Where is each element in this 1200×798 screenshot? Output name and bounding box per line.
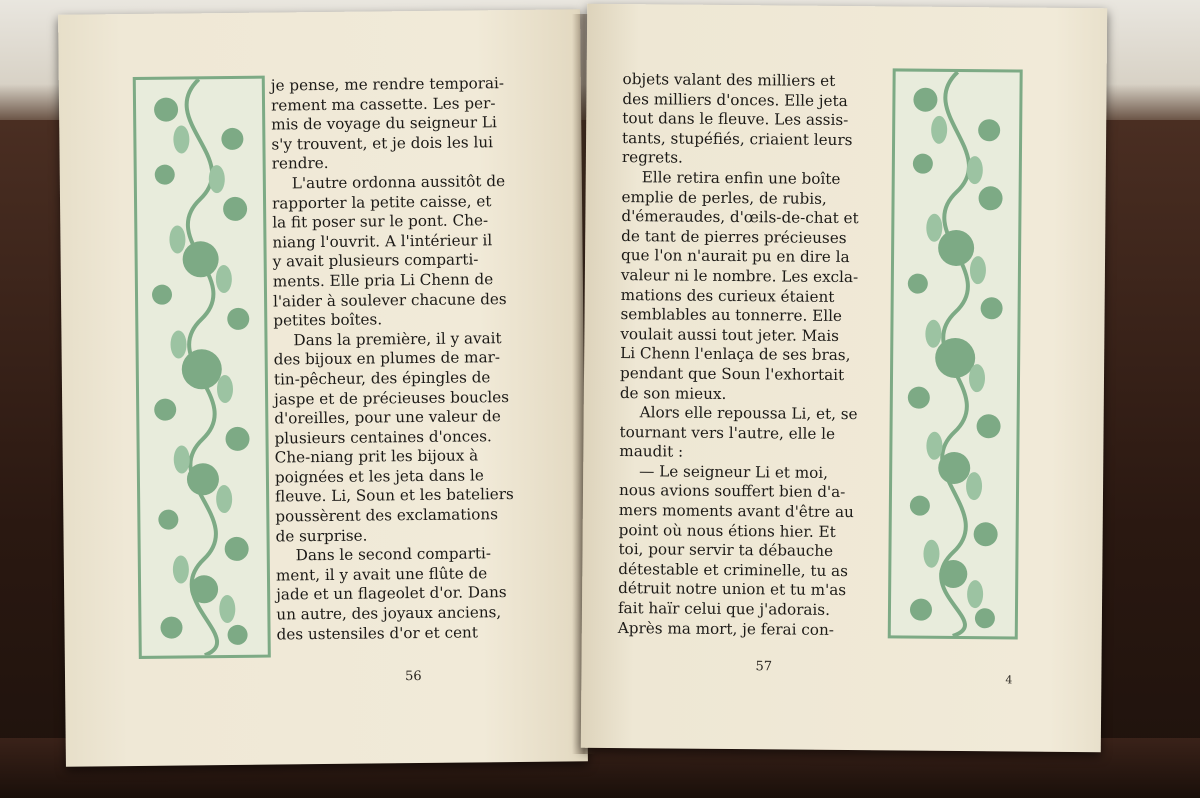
text-line: poignées et les jeta dans le: [274, 466, 484, 487]
text-line: maudit :: [619, 442, 684, 461]
floral-border-right: [888, 68, 1023, 639]
text-line: jade et un flageolet d'or. Dans: [276, 583, 507, 604]
page-number-left: 56: [404, 668, 422, 685]
text-line: toi, pour servir ta débauche: [618, 540, 834, 561]
text-line: d'oreilles, pour une valeur de: [274, 407, 501, 428]
text-line: Li Chenn l'enlaça de ses bras,: [620, 344, 851, 365]
text-line: mers moments avant d'être au: [618, 501, 854, 522]
text-line: fleuve. Li, Soun et les bateliers: [275, 485, 514, 506]
text-line: détestable et criminelle, tu as: [618, 559, 849, 580]
text-line: rapporter la petite caisse, et: [271, 191, 492, 213]
floral-ornament-left: [136, 79, 268, 656]
text-line: Après ma mort, je ferai con-: [617, 618, 834, 639]
text-line: rendre.: [271, 154, 329, 173]
floral-ornament-right: [891, 71, 1020, 636]
text-line: de son mieux.: [619, 383, 727, 403]
text-line: plusieurs centaines d'onces.: [274, 426, 492, 448]
text-line: s'y trouvent, et je dois les lui: [271, 132, 494, 154]
text-line: semblables au tonnerre. Elle: [620, 305, 843, 326]
floral-border-left: [133, 76, 271, 659]
text-line: nous avions souffert bien d'a-: [618, 481, 846, 502]
text-line: l'aider à soulever chacune des: [272, 289, 507, 311]
text-line: des bijoux en plumes de mar-: [273, 348, 501, 369]
right-page-text: [618, 70, 885, 640]
text-line: emplie de perles, de rubis,: [621, 187, 827, 208]
text-line: tout dans le fleuve. Les assis-: [622, 109, 849, 130]
text-line: Elle retira enfin une boîte: [641, 168, 841, 188]
text-line: que l'on n'aurait pu en dire la: [620, 246, 850, 267]
text-line: L'autre ordonna aussitôt de: [291, 172, 506, 193]
text-line: jaspe et de précieuses boucles: [274, 387, 510, 409]
text-line: Alors elle repoussa Li, et, se: [639, 403, 858, 424]
text-line: des milliers d'onces. Elle jeta: [622, 89, 848, 110]
text-line: rement ma cassette. Les per-: [270, 93, 496, 115]
text-line: des ustensiles d'or et cent: [276, 623, 478, 644]
text-line: de surprise.: [275, 526, 368, 546]
text-line: détruit notre union et tu m'as: [618, 579, 847, 600]
text-line: voulait aussi tout jeter. Mais: [620, 324, 840, 345]
text-line: la fit poser sur le pont. Che-: [272, 211, 489, 232]
left-page-text: [271, 74, 535, 645]
text-line: niang l'ouvrit. A l'intérieur il: [272, 230, 493, 252]
text-line: ment, il y avait une flûte de: [275, 564, 488, 585]
text-line: poussèrent des exclamations: [275, 505, 499, 526]
text-line: Che-niang prit les bijoux à: [274, 446, 479, 467]
text-line: tin-pêcheur, des épingles de: [273, 368, 491, 389]
left-page: [58, 9, 588, 766]
right-page: [581, 4, 1107, 753]
text-line: d'émeraudes, d'œils-de-chat et: [621, 207, 859, 228]
text-line: un autre, des joyaux anciens,: [276, 603, 502, 624]
text-line: fait haïr celui que j'adorais.: [617, 599, 831, 619]
text-line: point où nous étions hier. Et: [618, 520, 836, 541]
text-line: pendant que Soun l'exhortait: [619, 363, 845, 384]
text-line: mis de voyage du seigneur Li: [271, 113, 497, 134]
text-line: je pense, me rendre temporai-: [270, 74, 505, 95]
text-line: petites boîtes.: [273, 310, 383, 330]
text-line: — Le seigneur Li et moi,: [639, 462, 829, 482]
text-line: ments. Elle pria Li Chenn de: [272, 270, 494, 291]
signature-mark: 4: [1005, 673, 1013, 687]
page-number-right: 57: [755, 659, 773, 675]
text-line: mations des curieux étaient: [620, 285, 835, 306]
text-line: regrets.: [621, 148, 683, 167]
text-line: Dans le second comparti-: [295, 544, 492, 565]
text-line: de tant de pierres précieuses: [621, 226, 847, 247]
text-line: Dans la première, il y avait: [293, 328, 502, 350]
text-line: objets valant des milliers et: [622, 70, 836, 90]
text-line: tournant vers l'autre, elle le: [619, 422, 836, 443]
text-line: tants, stupéfiés, criaient leurs: [622, 128, 853, 149]
text-line: valeur ni le nombre. Les excla-: [620, 265, 859, 287]
text-line: y avait plusieurs comparti-: [272, 250, 479, 271]
